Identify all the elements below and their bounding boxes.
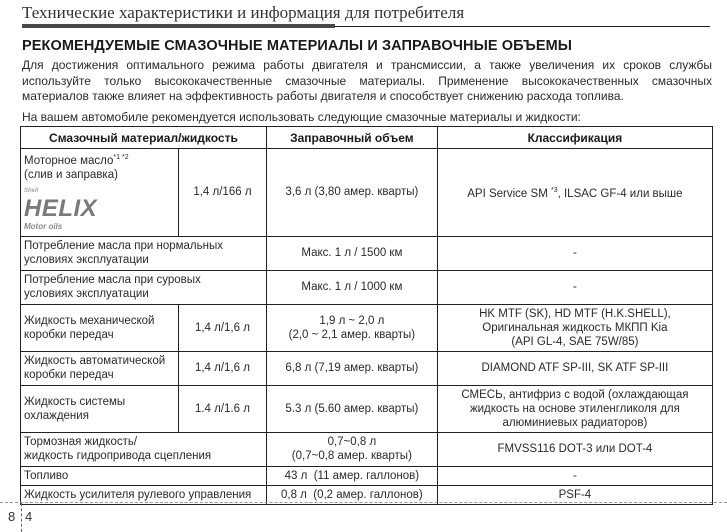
row-name: Тормозная жидкость/ — [24, 436, 138, 449]
table-row — [21, 236, 713, 270]
classification-text: API Service SM — [467, 187, 551, 200]
classification-text: жидкость на основе этиленгликоля для — [469, 402, 680, 415]
table-row — [21, 149, 713, 237]
table-row — [21, 351, 713, 385]
volume-cell — [266, 432, 437, 466]
footnote-marker: *1 *2 — [113, 154, 129, 161]
row-name: жидкость гидропривода сцепления — [24, 450, 212, 463]
volume-cell: 5.3 л (5.60 амер. кварты) — [266, 385, 437, 432]
page-section-number: 8 — [8, 509, 16, 524]
logo-helix-text: HELIX — [24, 194, 98, 222]
volume-text: (0,7~0,8 амер. кварты) — [291, 450, 412, 463]
header-material: Смазочный материал/жидкость — [21, 127, 267, 149]
row-name-cell: Потребление масла при суровых условиях эксплуатации — [21, 270, 267, 304]
volume-text: 1,9 л ~ 2,0 л — [319, 314, 385, 327]
table-row — [21, 304, 713, 351]
table-header-row — [21, 127, 713, 149]
shell-helix-logo — [24, 184, 104, 234]
table-row — [21, 270, 713, 304]
row-name-cell: Жидкость автоматической коробки передач — [21, 351, 179, 385]
volume-cell: 3,6 л (3,80 амер. кварты) — [266, 149, 437, 237]
engine-cell: 1,4 л/166 л — [178, 149, 266, 237]
classification-cell — [437, 385, 712, 432]
engine-cell: 1.4 л/1.6 л — [178, 385, 266, 432]
header-bar — [22, 24, 335, 28]
row-name-cell: Жидкость механической коробки передач — [21, 304, 179, 351]
footnote-marker: *3 — [550, 187, 558, 194]
volume-text: (2,0 ~ 2,1 амер. кварты) — [288, 328, 416, 341]
classification-cell: PSF-4 — [437, 485, 712, 504]
table-row — [21, 385, 713, 432]
logo-motor-oils-text: Motor oils — [24, 221, 63, 231]
row-name-detail: (слив и заправка) — [24, 168, 118, 181]
page-number-separator — [21, 503, 22, 532]
classification-cell: DIAMOND ATF SP-III, SK ATF SP-III — [437, 351, 712, 385]
footer-dashed-rule — [0, 502, 727, 503]
row-name: Моторное масло — [24, 154, 114, 167]
row-name-cell — [21, 149, 179, 237]
classification-cell: FMVSS116 DOT-3 или DOT-4 — [437, 432, 712, 466]
table-row — [21, 432, 713, 466]
volume-text: 0,7~0,8 л — [327, 436, 377, 449]
classification-cell — [437, 149, 712, 237]
classification-cell: - — [437, 270, 712, 304]
volume-cell: Макс. 1 л / 1000 км — [266, 270, 437, 304]
engine-cell: 1,4 л/1,6 л — [178, 351, 266, 385]
classification-cell: - — [437, 466, 712, 485]
classification-text: , ILSAC GF-4 или выше — [557, 187, 683, 200]
row-name-cell: Топливо — [21, 466, 267, 485]
header-classification: Классификация — [437, 127, 712, 149]
classification-text: HK MTF (SK), HD MTF (H.K.SHELL), — [479, 307, 671, 320]
row-name-cell: Потребление масла при нормальных условиях эксплуатации — [21, 236, 267, 270]
row-name-cell: Жидкость усилителя рулевого управления — [21, 485, 267, 504]
page-number: 4 — [25, 509, 33, 524]
header-rule — [335, 26, 710, 27]
volume-cell: Макс. 1 л / 1500 км — [266, 236, 437, 270]
classification-text: алюминиевых радиаторов) — [502, 416, 648, 429]
table-row — [21, 466, 713, 485]
classification-cell — [437, 304, 712, 351]
row-name-cell: Жидкость системы охлаждения — [21, 385, 179, 432]
row-name-cell — [21, 432, 267, 466]
classification-text: СМЕСЬ, антифриз с водой (охлаждающая — [461, 388, 689, 401]
classification-cell: - — [437, 236, 712, 270]
lubricants-table — [20, 126, 713, 505]
lead-text: На вашем автомобиле рекомендуется использовать следующие смазочные материалы и жидкости: — [22, 110, 581, 124]
header-title: Технические характеристики и информация для потребителя — [22, 3, 465, 22]
classification-text: Оригинальная жидкость МКПП Kia — [482, 321, 668, 334]
engine-cell: 1,4 л/1,6 л — [178, 304, 266, 351]
classification-text: (API GL-4, SAE 75W/85) — [511, 335, 639, 348]
volume-cell — [266, 304, 437, 351]
volume-cell: 6,8 л (7,19 амер. кварты) — [266, 351, 437, 385]
section-title: РЕКОМЕНДУЕМЫЕ СМАЗОЧНЫЕ МАТЕРИАЛЫ И ЗАПРАВОЧНЫЕ ОБЪЕМЫ — [22, 38, 573, 54]
logo-shell-text: Shell — [24, 187, 39, 194]
volume-cell: 0,8 л (0,2 амер. галлонов) — [266, 485, 437, 504]
volume-cell: 43 л (11 амер. галлонов) — [266, 466, 437, 485]
header-volume: Заправочный объем — [266, 127, 437, 149]
intro-paragraph: Для достижения оптимального режима работы двигателя и трансмиссии, а также увеличения их сроков службы используйте только высококачественные смазочные материалы. Применение высококачественных смазочных материалов также влияет на эффективность работы двигателя и способствует снижению расхода топлива. — [22, 58, 712, 103]
